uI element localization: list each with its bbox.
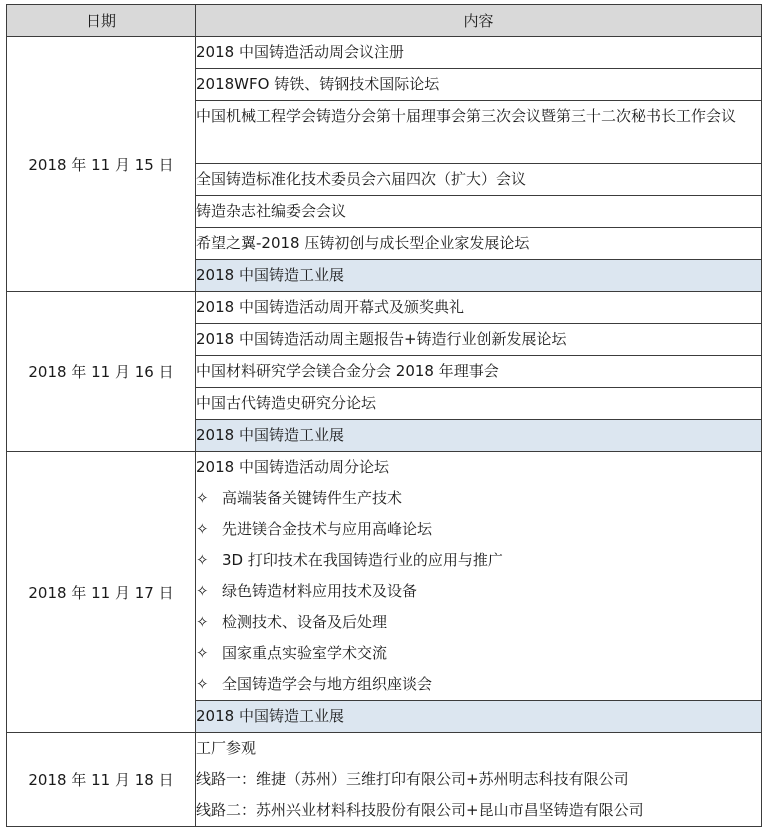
- list-item: 2018 中国铸造活动周会议注册: [196, 43, 404, 61]
- route-two: 线路二：苏州兴业材料科技股份有限公司+昆山市昌坚铸造有限公司: [196, 801, 644, 819]
- list-item: 2018 中国铸造活动周主题报告+铸造行业创新发展论坛: [196, 330, 567, 348]
- list-item: ✧ 高端装备关键铸件生产技术: [196, 483, 761, 514]
- list-item: ✧ 检测技术、设备及后处理: [196, 607, 761, 638]
- route-one: 线路一：维捷（苏州）三维打印有限公司+苏州明志科技有限公司: [196, 770, 629, 788]
- list-item: ✧ 3D 打印技术在我国铸造行业的应用与推广: [196, 545, 761, 576]
- list-item: 全国铸造标准化技术委员会六届四次（扩大）会议: [196, 170, 527, 188]
- list-item: ✧ 全国铸造学会与地方组织座谈会: [196, 669, 761, 700]
- list-item: 2018 中国铸造活动周开幕式及颁奖典礼: [196, 298, 464, 316]
- list-item: 2018WFO 铸铁、铸钢技术国际论坛: [196, 75, 440, 93]
- star-bullet-icon: ✧: [196, 582, 209, 600]
- star-bullet-icon: ✧: [196, 551, 209, 569]
- table-row: [7, 37, 762, 69]
- expo-item: 2018 中国铸造工业展: [196, 266, 344, 284]
- expo-item: 2018 中国铸造工业展: [196, 707, 344, 725]
- schedule-table: [6, 4, 762, 827]
- subforum-cell: [196, 452, 762, 701]
- list-item: ✧ 国家重点实验室学术交流: [196, 638, 761, 669]
- header-content: 内容: [196, 5, 762, 37]
- expo-item: 2018 中国铸造工业展: [196, 426, 344, 444]
- list-item: ✧ 先进镁合金技术与应用高峰论坛: [196, 514, 761, 545]
- table-row: [7, 733, 762, 827]
- list-item: 希望之翼-2018 压铸初创与成长型企业家发展论坛: [196, 234, 530, 252]
- factory-visit-cell: [196, 733, 762, 827]
- star-bullet-icon: ✧: [196, 520, 209, 538]
- date-cell: 2018 年 11 月 16 日: [7, 292, 196, 452]
- date-cell: 2018 年 11 月 15 日: [7, 37, 196, 292]
- star-bullet-icon: ✧: [196, 675, 209, 693]
- list-item: ✧ 绿色铸造材料应用技术及设备: [196, 576, 761, 607]
- star-bullet-icon: ✧: [196, 489, 209, 507]
- table-row: [7, 292, 762, 324]
- star-bullet-icon: ✧: [196, 644, 209, 662]
- list-item: 中国古代铸造史研究分论坛: [196, 394, 377, 412]
- factory-visit-title: 工厂参观: [196, 739, 257, 757]
- list-item: 中国机械工程学会铸造分会第十届理事会第三次会议暨第三十二次秘书长工作会议: [196, 107, 737, 125]
- star-bullet-icon: ✧: [196, 613, 209, 631]
- table-row: [7, 452, 762, 701]
- forum-title: 2018 中国铸造活动周分论坛: [196, 458, 389, 476]
- header-date: 日期: [7, 5, 196, 37]
- list-item: 中国材料研究学会镁合金分会 2018 年理事会: [196, 362, 499, 380]
- date-cell: 2018 年 11 月 17 日: [7, 452, 196, 733]
- header-row: [7, 5, 762, 37]
- list-item: 铸造杂志社编委会会议: [196, 202, 347, 220]
- date-cell: 2018 年 11 月 18 日: [7, 733, 196, 827]
